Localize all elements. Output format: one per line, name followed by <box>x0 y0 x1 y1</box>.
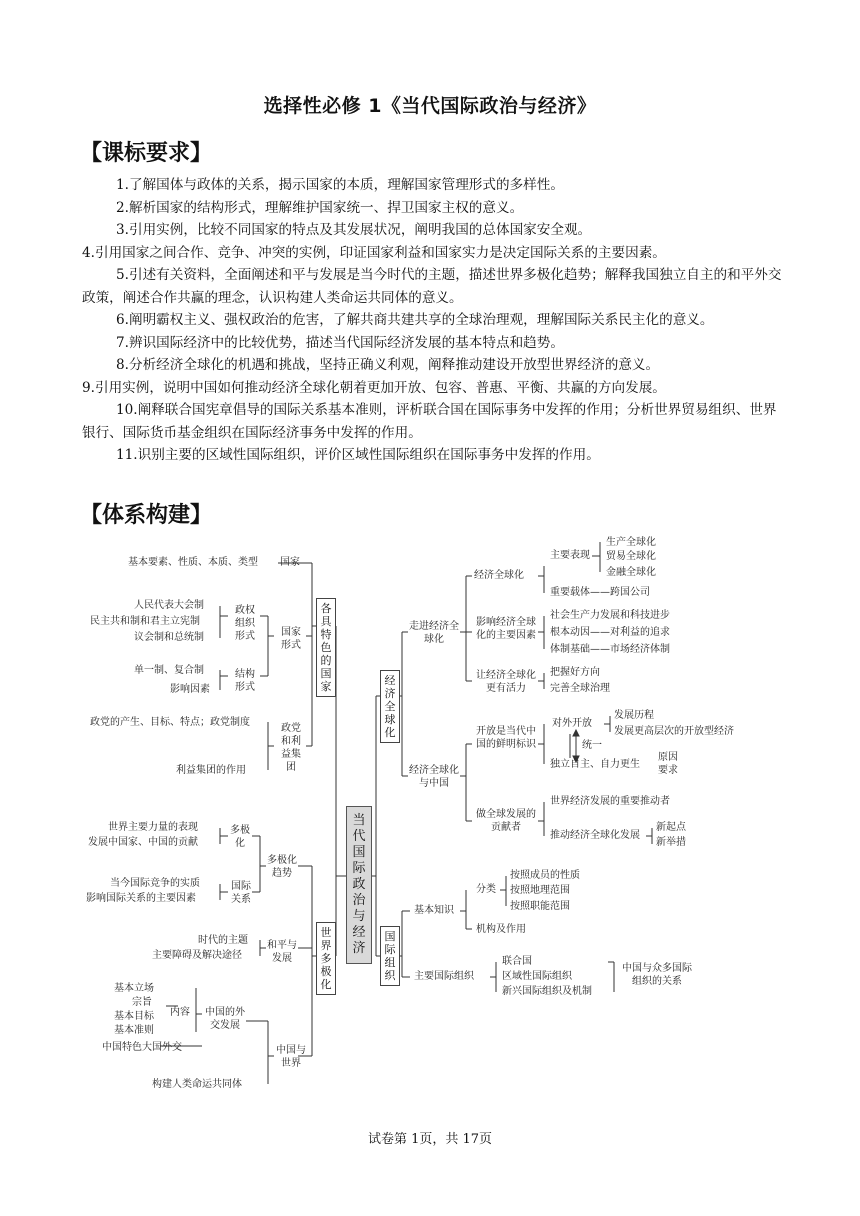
node-econ-factor-item: 社会生产力发展和科技进步 <box>550 610 670 621</box>
node-content-item: 基本立场 <box>114 983 154 994</box>
requirement-item: 11.识别主要的区域性国际组织，评价区域性国际组织在国际事务中发挥的作用。 <box>116 447 600 463</box>
node-econ-manifest-item: 金融全球化 <box>606 567 656 578</box>
node-org-china-rel: 中国与众多国际组织的关系 <box>622 963 692 987</box>
node-org-major-item: 新兴国际组织及机制 <box>502 986 592 997</box>
requirement-item: 6.阐明霸权主义、强权政治的危害，了解共商共建共享的全球治理观，理解国际关系民主化的意义。 <box>116 312 714 328</box>
node-org-classify-item: 按照职能范围 <box>510 901 570 912</box>
node-content-item: 基本准则 <box>114 1025 154 1036</box>
section-heading-requirements: 【课标要求】 <box>80 141 213 166</box>
requirement-item: 2.解析国家的结构形式，理解维护国家统一、捍卫国家主权的意义。 <box>116 199 524 216</box>
requirement-item: 1.了解国体与政体的关系，揭示国家的本质，理解国家管理形式的多样性。 <box>116 177 564 193</box>
section-heading-structure: 【体系构建】 <box>80 503 213 528</box>
requirement-item: 9.引用实例，说明中国如何推动经济全球化朝着更加开放、包容、普惠、平衡、共赢的方向发展。 <box>82 379 666 396</box>
requirement-item: 5.引述有关资料，全面阐述和平与发展是当今时代的主题，描述世界多极化趋势；解释我国独立自主的和平外交政策，阐述合作共赢的理念，认识构建人类命运共同体的意义。 <box>82 267 782 306</box>
node-relation-item: 影响国际关系的主要因素 <box>86 893 196 904</box>
node-econ-open-out: 对外开放 <box>552 718 592 729</box>
root-node: 当代国际政治与经济 <box>346 806 372 964</box>
node-china-world: 中国与世界 <box>276 1045 306 1069</box>
node-diplomacy: 中国的外交发展 <box>205 1007 245 1031</box>
node-econ-independent: 独立自主、自力更生 <box>550 759 640 770</box>
node-peace-item: 时代的主题 <box>198 935 248 946</box>
node-major-power: 中国特色大国外交 <box>102 1042 182 1053</box>
node-multi-item: 世界主要力量的表现 <box>108 822 198 833</box>
node-econ-open: 开放是当代中国的鲜明标识 <box>476 726 536 750</box>
node-econ-promote-item: 新举措 <box>656 837 686 848</box>
node-econ-factor-item: 体制基础——市场经济体制 <box>550 644 670 655</box>
node-econ-reason: 原因要求 <box>658 752 678 776</box>
node-country-label: 国家 <box>280 557 300 568</box>
node-intl-org: 国际组织 <box>380 926 400 986</box>
requirement-item: 3.引用实例，比较不同国家的特点及其发展状况，阐明我国的总体国家安全观。 <box>116 222 592 238</box>
node-org-agency: 机构及作用 <box>476 924 526 935</box>
node-econ-open-out-item: 发展更高层次的开放型经济 <box>614 726 734 737</box>
requirement-item: 8.分析经济全球化的机遇和挑战，坚持正确义利观，阐释推动建设开放型世界经济的意义。 <box>116 357 660 373</box>
node-country: 各具特色的国家 <box>316 598 336 697</box>
node-econ-vitality-item: 把握好方向 <box>550 667 600 678</box>
node-econ-manifest: 主要表现 <box>550 550 590 561</box>
mind-map <box>80 536 780 1096</box>
node-relation-item: 当今国际竞争的实质 <box>110 878 200 889</box>
node-multipolar: 世界多极化 <box>316 922 336 995</box>
node-party: 政党和利益集团 <box>281 723 301 773</box>
node-struct-item: 单一制、复合制 <box>134 665 204 676</box>
node-content-item: 宗旨 <box>132 997 152 1008</box>
node-gov-item: 人民代表大会制 <box>134 600 204 611</box>
node-econ-enter: 走进经济全球化 <box>409 621 459 645</box>
node-relation: 国际关系 <box>231 881 251 905</box>
node-econ-open-out-item: 发展历程 <box>614 710 654 721</box>
node-community: 构建人类命运共同体 <box>152 1079 242 1090</box>
node-econ-factor-item: 根本动因——对利益的追求 <box>550 627 670 638</box>
node-econ-promote-item: 新起点 <box>656 822 686 833</box>
node-econ-manifest-item: 贸易全球化 <box>606 551 656 562</box>
node-globalization: 经济全球化 <box>380 670 400 743</box>
node-multipolar-trend: 多极化趋势 <box>267 855 297 879</box>
node-econ-contributor: 做全球发展的贡献者 <box>476 809 536 833</box>
node-gov-forms: 政权组织形式 <box>235 605 255 642</box>
node-org-basic: 基本知识 <box>414 905 454 916</box>
node-econ-vitality: 让经济全球化更有活力 <box>476 670 536 694</box>
node-content-item: 基本目标 <box>114 1011 154 1022</box>
node-gov-item: 议会制和总统制 <box>134 632 204 643</box>
requirements-list <box>82 174 782 467</box>
node-multi: 多极化 <box>230 825 250 849</box>
node-econ-vitality-item: 完善全球治理 <box>550 683 610 694</box>
node-org-classify-item: 按照成员的性质 <box>510 870 580 881</box>
node-econ-manifest-item: 生产全球化 <box>606 537 656 548</box>
node-org-classify: 分类 <box>476 884 496 895</box>
node-org-classify-item: 按照地理范围 <box>510 885 570 896</box>
node-econ-glob: 经济全球化 <box>474 570 524 581</box>
node-struct-item: 影响因素 <box>170 684 210 695</box>
node-party-item: 政党的产生、目标、特点；政党制度 <box>90 717 250 728</box>
node-econ-china: 经济全球化与中国 <box>409 765 459 789</box>
node-econ-carrier: 重要载体——跨国公司 <box>550 587 650 598</box>
requirement-item: 10.阐释联合国宪章倡导的国际关系基本准则，评析联合国在国际事务中发挥的作用；分析世界贸易组织、世界银行、国际货币基金组织在国际经济事务中发挥的作用。 <box>82 402 777 441</box>
page-footer: 试卷第 1页，共 17页 <box>367 1132 493 1147</box>
node-country-forms: 国家形式 <box>281 627 301 651</box>
node-econ-engine: 世界经济发展的重要推动者 <box>550 796 670 807</box>
node-peace: 和平与发展 <box>267 940 297 964</box>
node-gov-item: 民主共和制和君主立宪制 <box>90 616 200 627</box>
requirement-item: 4.引用国家之间合作、竞争、冲突的实例，印证国家利益和国家实力是决定国际关系的主要因素。 <box>82 244 666 261</box>
page-title: 选择性必修 1《当代国际政治与经济》 <box>263 95 597 117</box>
node-party-item: 利益集团的作用 <box>176 765 246 776</box>
requirement-item: 7.辨识国际经济中的比较优势，描述当代国际经济发展的基本特点和趋势。 <box>116 334 564 351</box>
node-peace-item: 主要障碍及解决途径 <box>152 950 242 961</box>
node-econ-unify: 统一 <box>582 740 602 751</box>
node-econ-promote: 推动经济全球化发展 <box>550 830 640 841</box>
node-org-major: 主要国际组织 <box>414 971 474 982</box>
node-country-basics: 基本要素、性质、本质、类型 <box>128 557 258 568</box>
node-multi-item: 发展中国家、中国的贡献 <box>88 837 198 848</box>
node-content: 内容 <box>170 1007 190 1018</box>
node-econ-factors: 影响经济全球化的主要因素 <box>476 617 536 641</box>
node-struct-forms: 结构形式 <box>235 669 255 693</box>
node-org-major-item: 区域性国际组织 <box>502 971 572 982</box>
node-org-major-item: 联合国 <box>502 956 532 967</box>
